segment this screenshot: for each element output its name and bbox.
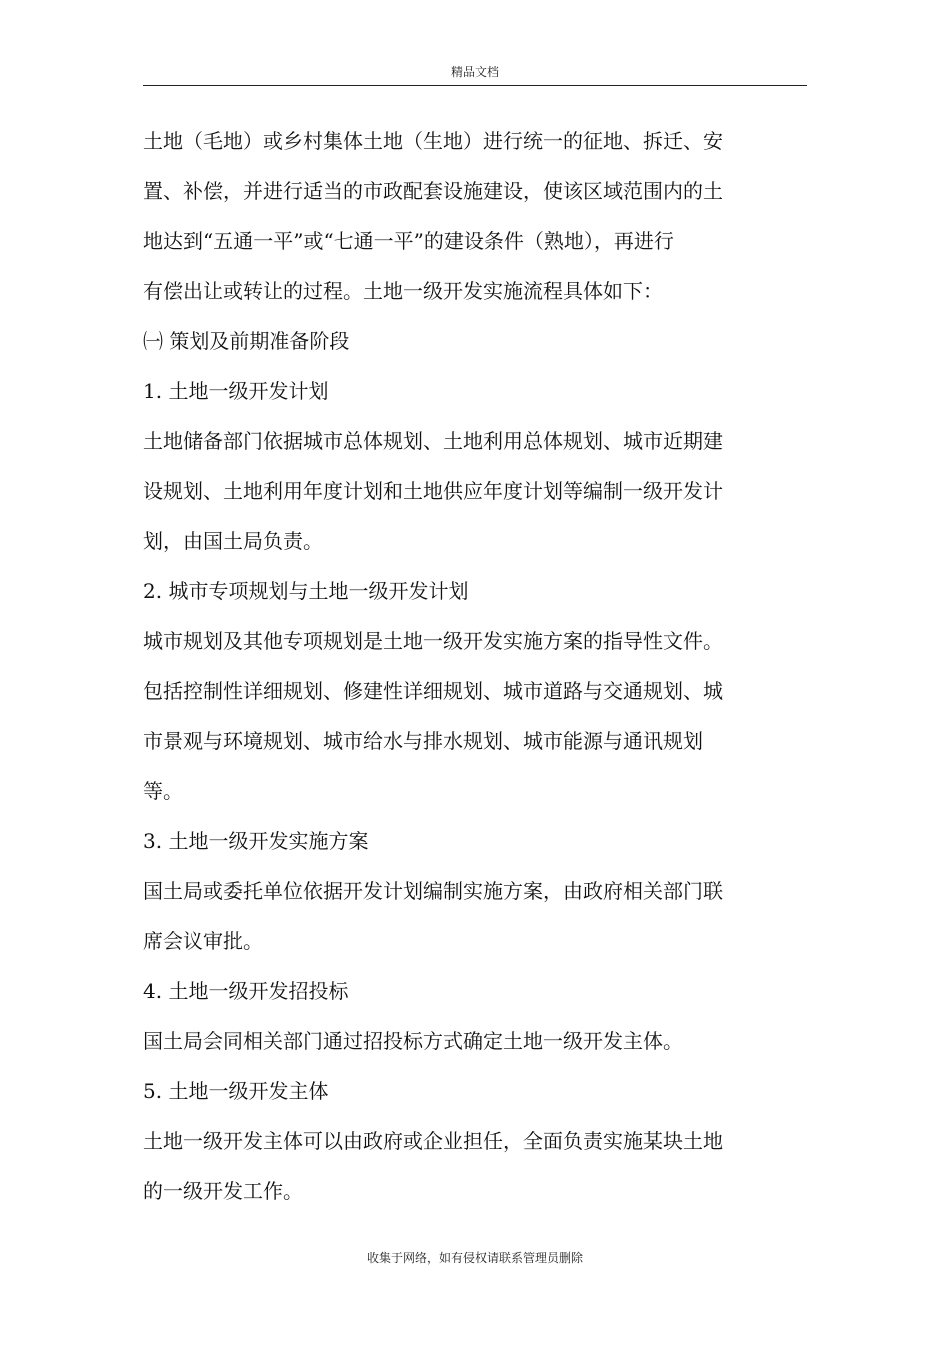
paragraph-line: 有偿出让或转让的过程。土地一级开发实施流程具体如下： xyxy=(143,279,663,303)
paragraph-line: 包括控制性详细规划、修建性详细规划、城市道路与交通规划、城 xyxy=(143,679,723,703)
subsection-heading: 2. 城市专项规划与土地一级开发计划 xyxy=(143,579,469,603)
paragraph-line: 设规划、土地利用年度计划和土地供应年度计划等编制一级开发计 xyxy=(143,479,723,503)
paragraph-line: 地达到“五通一平”或“七通一平”的建设条件（熟地），再进行 xyxy=(143,229,674,253)
paragraph-line: 国土局或委托单位依据开发计划编制实施方案，由政府相关部门联 xyxy=(143,879,723,903)
paragraph-line: 划，由国土局负责。 xyxy=(143,529,323,553)
paragraph-line: 等。 xyxy=(143,779,183,803)
subsection-heading: 3. 土地一级开发实施方案 xyxy=(143,829,369,853)
paragraph-line: 的一级开发工作。 xyxy=(143,1179,303,1203)
document-body xyxy=(143,116,763,1216)
paragraph-line: 土地（毛地）或乡村集体土地（生地）进行统一的征地、拆迁、安 xyxy=(143,129,723,153)
page-header-title: 精品文档 xyxy=(450,65,499,79)
paragraph-line: 置、补偿，并进行适当的市政配套设施建设，使该区域范围内的土 xyxy=(143,179,723,203)
header-divider xyxy=(143,85,807,86)
subsection-heading: 4. 土地一级开发招投标 xyxy=(143,979,349,1003)
subsection-heading: 1. 土地一级开发计划 xyxy=(143,379,329,403)
subsection-heading: 5. 土地一级开发主体 xyxy=(143,1079,329,1103)
section-heading: ㈠ 策划及前期准备阶段 xyxy=(143,329,350,353)
page-footer-note: 收集于网络，如有侵权请联系管理员删除 xyxy=(366,1251,583,1265)
paragraph-line: 国土局会同相关部门通过招投标方式确定土地一级开发主体。 xyxy=(143,1029,683,1053)
paragraph-line: 市景观与环境规划、城市给水与排水规划、城市能源与通讯规划 xyxy=(143,729,703,753)
paragraph-line: 土地一级开发主体可以由政府或企业担任，全面负责实施某块土地 xyxy=(143,1129,723,1153)
paragraph-line: 席会议审批。 xyxy=(143,929,263,953)
paragraph-line: 土地储备部门依据城市总体规划、土地利用总体规划、城市近期建 xyxy=(143,429,723,453)
paragraph-line: 城市规划及其他专项规划是土地一级开发实施方案的指导性文件。 xyxy=(143,629,723,653)
